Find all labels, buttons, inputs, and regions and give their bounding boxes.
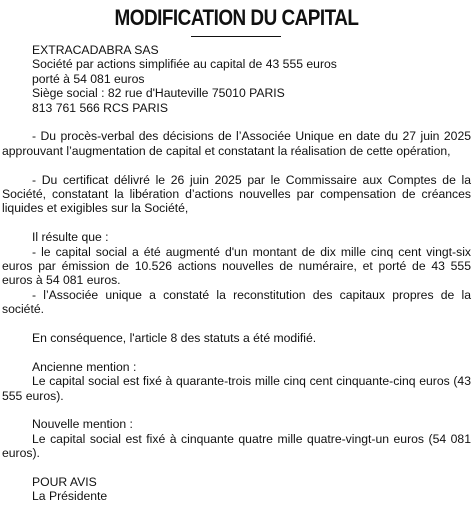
company-header (2, 43, 471, 115)
nouvelle-mention-label: Nouvelle mention : (32, 417, 133, 432)
paragraph-il-resulte: Il résulte que : (32, 230, 109, 245)
company-form: Société par actions simplifiée au capital de 43 555 euros (32, 57, 337, 72)
paragraph-augmentation: - le capital social a été augmenté d'un montant de dix mille cinq cent vingt-six euros par émission de 10.526 actions nouvelles de numéraire, et porté de 43 555 euros à 54 081 euros. (2, 244, 471, 288)
signature-block (2, 475, 471, 504)
company-address: Siège social : 82 rue d'Hauteville 75010 PARIS (32, 86, 285, 101)
company-registry: 813 761 566 RCS PARIS (32, 100, 168, 115)
nouvelle-mention-text: Le capital social est fixé à cinquante quatre mille quatre-vingt-un euros (54 081 euros). (2, 431, 471, 461)
signature-pour-avis: POUR AVIS (32, 475, 97, 490)
company-capital-update: porté à 54 081 euros (32, 71, 145, 86)
title-underline (191, 36, 281, 37)
paragraph-consequence: En conséquence, l'article 8 des statuts a été modifié. (32, 331, 317, 346)
signature-presidente: La Présidente (32, 489, 108, 504)
company-name: EXTRACADABRA SAS (32, 43, 159, 57)
ancienne-mention-label: Ancienne mention : (32, 359, 137, 374)
paragraph-certificat: - Du certificat délivré le 26 juin 2025 par le Commissaire aux Comptes de la Société, constatant la libération d’actions nouvelles par compensation de créances liquides et exigibles sur la Société, (2, 172, 471, 216)
paragraph-proces-verbal: - Du procès-verbal des décisions de l’Associée Unique en date du 27 juin 2025 approuvant l’augmentation de capital et constatant la réalisation de cette opération, (2, 129, 471, 158)
notice-body (2, 43, 471, 504)
paragraph-reconstitution: - l’Associée unique a constaté la reconstitution des capitaux propres de la société. (2, 287, 471, 317)
ancienne-mention-text: Le capital social est fixé à quarante-trois mille cinq cent cinquante-cinq euros (43 555 euros). (2, 374, 471, 403)
notice-title: MODIFICATION DU CAPITAL (114, 5, 359, 30)
